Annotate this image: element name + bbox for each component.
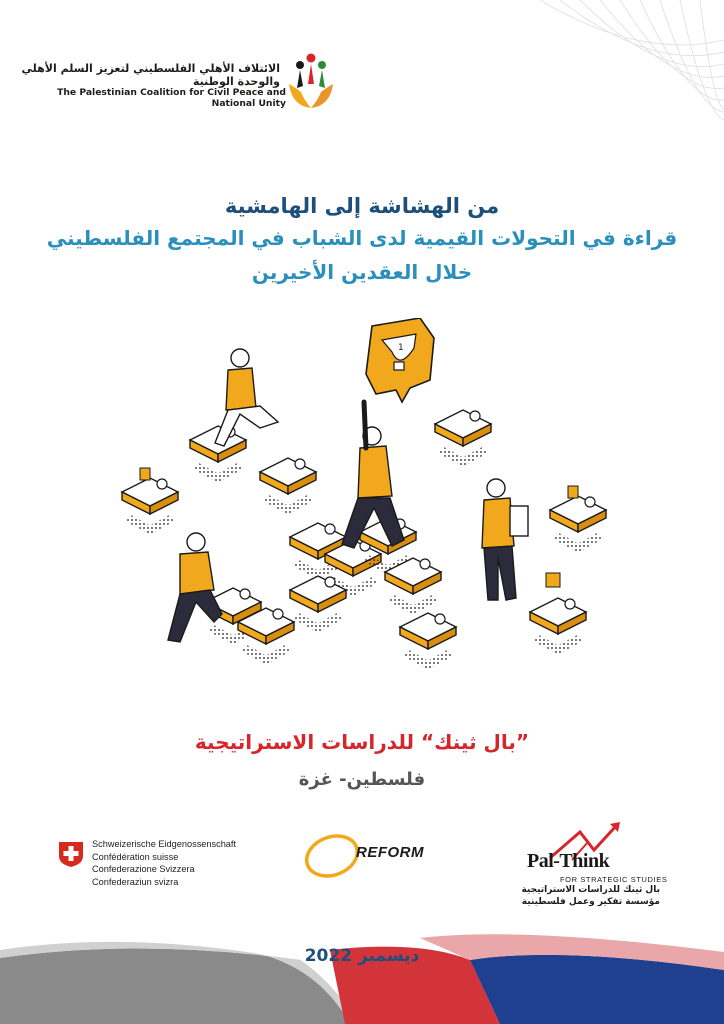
swiss-line-2: Confédération suisse — [92, 851, 179, 862]
swiss-line-4: Confederaziun svizra — [92, 876, 179, 887]
publisher-name: ”بال ثينك“ للدراسات الاستراتيجية — [194, 730, 530, 754]
title-line-2: قراءة في التحولات القيمية لدى الشباب في المجتمع الفلسطيني — [46, 226, 678, 250]
title-line-3: خلال العقدين الأخيرين — [251, 260, 473, 284]
palthink-arabic-name: بال ثينك للدراسات الاستراتيجية — [521, 885, 660, 895]
palthink-subtitle: FOR STRATEGIC STUDIES — [560, 875, 668, 884]
figure-top-left — [215, 349, 278, 446]
svg-text:1: 1 — [398, 343, 404, 353]
title-line-1: من الهشاشة إلى الهامشية — [224, 194, 500, 218]
swiss-line-1: Schweizerische Eidgenossenschaft — [92, 839, 237, 849]
palthink-name: Pal-Think — [527, 850, 610, 872]
figure-right — [482, 479, 528, 600]
publisher-location: فلسطين- غزة — [298, 769, 426, 790]
swiss-confederation-text — [92, 838, 236, 888]
puzzle-illustration — [110, 318, 620, 668]
publication-date: ديسمبر 2022 — [304, 946, 420, 966]
swiss-line-3: Confederazione Svizzera — [92, 864, 195, 875]
coalition-logo-icon — [286, 50, 336, 112]
palthink-arabic-tagline: مؤسسة تفكير وعمل فلسطينية — [521, 897, 660, 907]
trophy-icon — [366, 318, 434, 402]
coalition-name-english: The Palestinian Coalition for Civil Peace and National Unity — [57, 87, 286, 109]
reform-name: REFORM — [356, 844, 424, 861]
corner-decoration — [520, 0, 724, 120]
footer-wave — [0, 930, 724, 1024]
coalition-name-arabic: الائتلاف الأهلي الفلسطيني لتعزيز السلم الأهلي والوحدة الوطنية — [21, 62, 280, 88]
swiss-flag-icon — [57, 840, 85, 868]
